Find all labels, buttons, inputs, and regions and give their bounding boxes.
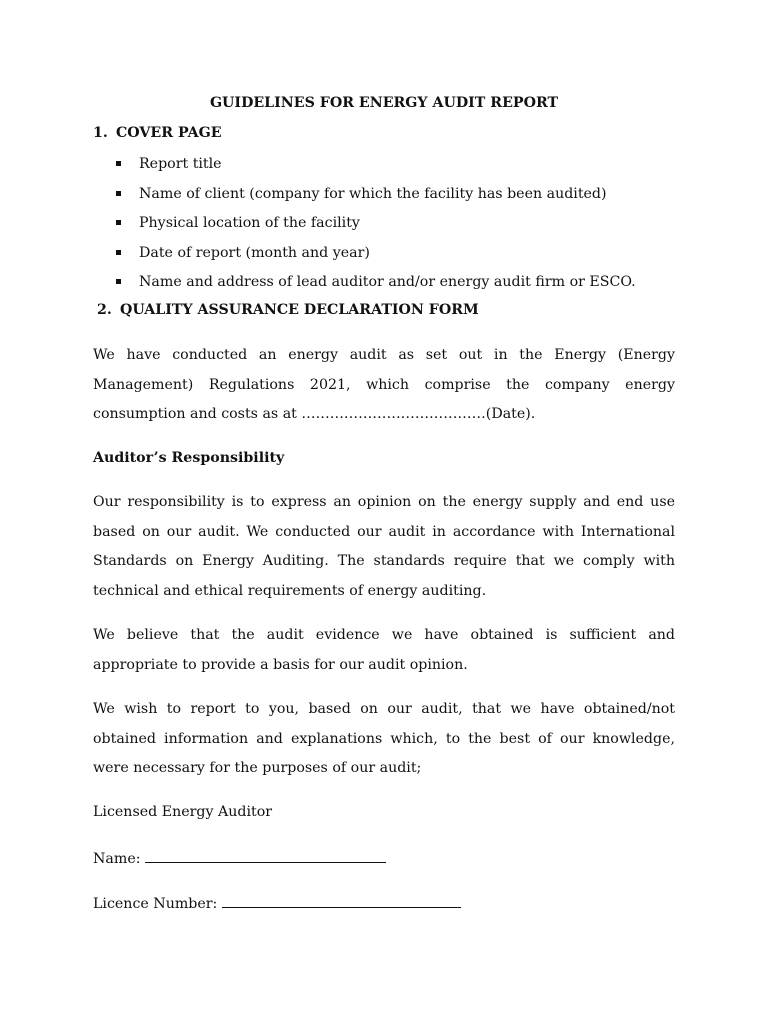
signatory-label: Licensed Energy Auditor bbox=[93, 804, 273, 820]
list-item bbox=[116, 214, 636, 244]
list-item-text: Name and address of lead auditor and/or energy audit firm or ESCO. bbox=[139, 274, 636, 290]
bullet-square-icon bbox=[116, 250, 121, 255]
evidence-paragraph: We believe that the audit evidence we have obtained is sufficient and appropriate to provide a basis for our audit opinion. bbox=[93, 627, 675, 673]
bullet-square-icon bbox=[116, 191, 121, 196]
section-1-heading: COVER PAGE bbox=[116, 125, 222, 141]
responsibility-paragraph: Our responsibility is to express an opinion on the energy supply and end use based on our audit. We conducted our audit in accordance with International Standards on Energy Auditing. The standards require that we comply with technical and ethical requirements of energy auditing. bbox=[93, 494, 675, 599]
list-item bbox=[116, 155, 636, 185]
list-item-text: Report title bbox=[139, 156, 222, 172]
licence-field-row bbox=[93, 894, 461, 912]
name-label: Name: bbox=[93, 851, 141, 867]
name-blank-line bbox=[145, 849, 386, 863]
list-item bbox=[116, 185, 636, 215]
report-paragraph: We wish to report to you, based on our audit, that we have obtained/not obtained information and explanations which, to the best of our knowledge, were necessary for the purposes of our audit; bbox=[93, 701, 675, 776]
licence-blank-line bbox=[222, 894, 461, 908]
name-field-row bbox=[93, 849, 386, 867]
section-1-number: 1. bbox=[93, 125, 108, 141]
list-item-text: Date of report (month and year) bbox=[139, 244, 370, 261]
intro-paragraph: We have conducted an energy audit as set out in the Energy (Energy Management) Regulations 2021, which comprise the company energy consumption and costs as at …………………………………(Date). bbox=[93, 347, 675, 422]
bullet-square-icon bbox=[116, 279, 121, 284]
list-item bbox=[116, 244, 636, 274]
section-2-heading: QUALITY ASSURANCE DECLARATION FORM bbox=[120, 302, 479, 318]
bullet-square-icon bbox=[116, 161, 121, 166]
licence-label: Licence Number: bbox=[93, 896, 218, 912]
cover-page-list bbox=[116, 155, 636, 303]
list-item bbox=[116, 273, 636, 303]
bullet-square-icon bbox=[116, 220, 121, 225]
list-item-text: Physical location of the facility bbox=[139, 215, 360, 231]
document-title: GUIDELINES FOR ENERGY AUDIT REPORT bbox=[209, 95, 559, 111]
responsibility-heading: Auditor’s Responsibility bbox=[93, 450, 285, 466]
section-2-number: 2. bbox=[97, 302, 112, 318]
list-item-text: Name of client (company for which the facility has been audited) bbox=[139, 185, 607, 202]
